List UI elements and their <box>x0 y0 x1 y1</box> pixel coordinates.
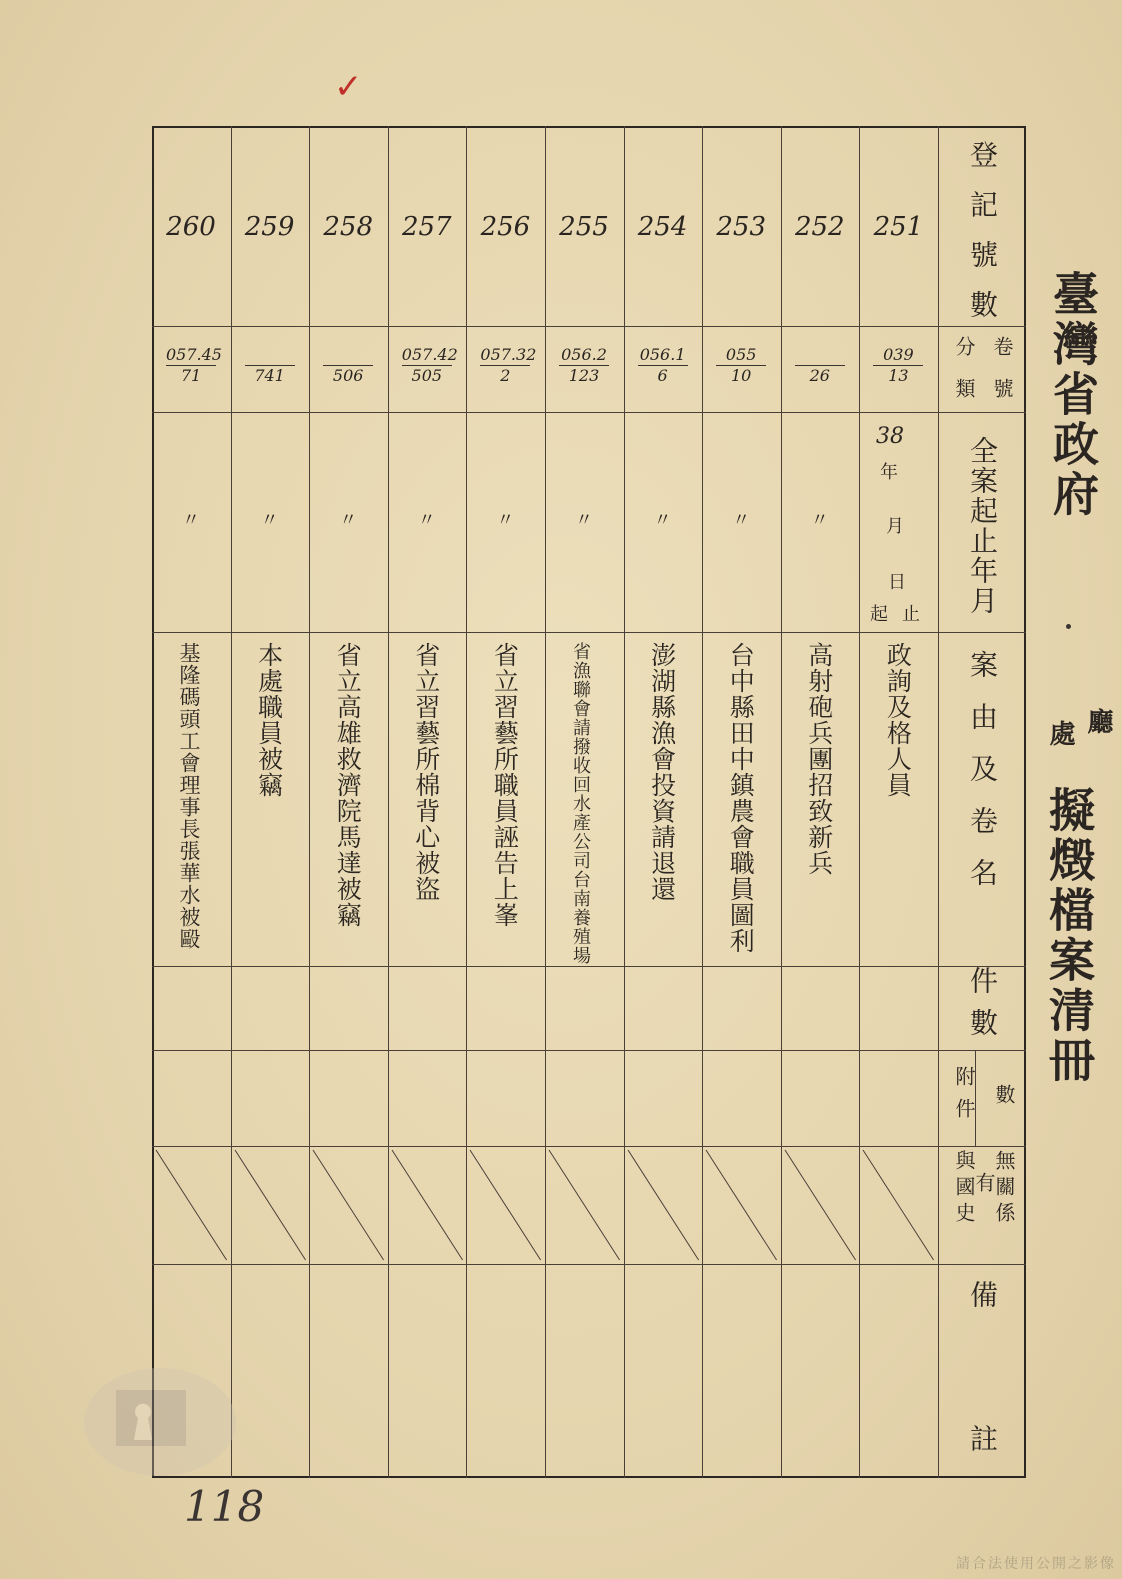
date-year-label: 年 <box>880 462 898 483</box>
header-date-range: 全案起止年月 <box>966 436 999 616</box>
ditto-mark: 〃 <box>182 510 200 531</box>
classification-number <box>545 346 623 385</box>
dept-label-chu: 處 <box>1045 720 1075 746</box>
ditto-mark: 〃 <box>339 510 358 531</box>
header-attach-fujian: 附件 <box>952 1066 976 1130</box>
column-separator <box>231 126 232 1478</box>
case-subject: 台中縣田中鎮農會職員圖利 <box>726 642 756 954</box>
header-remarks-zhu: 註 <box>966 1424 999 1452</box>
case-subject: 省立習藝所職員誣告上峯 <box>490 642 520 928</box>
list-title: 擬燬檔案清冊 <box>1042 786 1096 1086</box>
header-attach-shu: 數 <box>992 1084 1016 1104</box>
classification-top: 056.1 <box>638 346 688 366</box>
header-reg-no: 登記號數 <box>966 140 999 340</box>
header-subject: 案由及卷名 <box>966 650 999 910</box>
ditto-mark: 〃 <box>810 510 829 531</box>
header-count: 件數 <box>966 966 999 1050</box>
row-separator <box>152 412 1026 413</box>
classification-top: 055 <box>716 346 766 366</box>
classification-number <box>231 346 309 385</box>
classification-top: 039 <box>873 346 923 366</box>
classification-top: 057.42 <box>401 345 458 364</box>
date-end-label: 止 <box>902 604 920 625</box>
red-check-mark-icon: ✓ <box>334 67 363 107</box>
classification-top: 057.32 <box>480 345 537 364</box>
classification-top <box>323 346 373 366</box>
classification-bottom: 123 <box>568 366 600 385</box>
diagonal-slash-mark <box>152 1146 231 1264</box>
column-separator <box>624 126 625 1478</box>
classification-bottom: 505 <box>411 366 443 385</box>
diagonal-slash-mark <box>781 1146 860 1264</box>
header-column-border <box>938 126 939 1478</box>
row-separator <box>152 1050 1026 1051</box>
column-separator <box>859 126 860 1478</box>
case-subject: 省立高雄救濟院馬達被竊 <box>333 642 363 928</box>
date-start-label: 起 <box>870 604 888 625</box>
ditto-mark: 〃 <box>417 510 436 531</box>
usage-notice: 請合法使用公開之影像 <box>956 1556 1116 1572</box>
reg-number: 252 <box>794 212 845 242</box>
case-subject: 政詢及格人員 <box>883 642 913 798</box>
classification-bottom: 13 <box>888 366 909 385</box>
ditto-mark: 〃 <box>732 510 751 531</box>
date-month-label: 月 <box>886 516 904 537</box>
classification-number <box>309 346 387 385</box>
column-separator <box>545 126 546 1478</box>
reg-number: 260 <box>166 212 216 242</box>
classification-bottom: 741 <box>254 366 285 385</box>
header-class-fen: 分 <box>952 336 976 356</box>
ditto-mark: 〃 <box>653 510 672 531</box>
column-separator <box>309 126 310 1478</box>
reg-number: 256 <box>480 212 531 242</box>
case-subject: 澎湖縣漁會投資請退還 <box>647 642 677 902</box>
page-number: 118 <box>184 1482 265 1531</box>
classification-bottom: 71 <box>180 366 202 385</box>
classification-number <box>702 346 780 385</box>
title-dot <box>1066 624 1071 629</box>
case-subject: 省漁聯會請撥收回水產公司台南養殖場 <box>570 642 591 965</box>
ditto-mark: 〃 <box>575 510 593 531</box>
case-subject: 高射砲兵團招致新兵 <box>804 642 834 876</box>
archive-stamp-icon <box>80 1360 240 1480</box>
header-relation-you: 有 <box>972 1172 996 1192</box>
reg-number: 255 <box>559 212 609 242</box>
row-separator <box>152 966 1026 967</box>
classification-bottom: 6 <box>657 366 668 385</box>
diagonal-slash-mark <box>309 1146 388 1264</box>
diagonal-slash-mark <box>624 1146 703 1264</box>
classification-number <box>152 346 230 385</box>
header-remarks-bei: 備 <box>966 1280 999 1308</box>
reg-number: 254 <box>637 212 688 242</box>
diagonal-slash-mark <box>702 1146 781 1264</box>
column-separator <box>388 126 389 1478</box>
classification-top: 056.2 <box>559 346 609 366</box>
diagonal-slash-mark <box>545 1146 624 1264</box>
reg-number: 258 <box>323 212 373 242</box>
header-relation-guoshi: 與國史 <box>952 1150 976 1228</box>
header-class-lei: 類 <box>952 378 976 398</box>
header-relation-wu: 無關係 <box>992 1150 1016 1228</box>
classification-number <box>859 346 937 385</box>
header-class-juan: 卷 <box>990 336 1014 356</box>
diagonal-slash-mark <box>859 1146 938 1264</box>
classification-number <box>388 346 466 385</box>
date-year-value: 38 <box>876 424 904 449</box>
case-subject: 省立習藝所棉背心被盜 <box>411 642 441 902</box>
diagonal-slash-mark <box>466 1146 545 1264</box>
government-title: 臺灣省政府 <box>1046 270 1100 520</box>
classification-number <box>624 346 702 385</box>
classification-bottom: 2 <box>500 366 511 385</box>
case-subject: 本處職員被竊 <box>254 642 284 798</box>
header-class-hao: 號 <box>990 378 1014 398</box>
dept-label-ting: 廳 <box>1083 708 1113 734</box>
diagonal-slash-mark <box>388 1146 467 1264</box>
classification-number <box>781 346 859 385</box>
reg-number: 259 <box>244 212 295 242</box>
reg-number: 253 <box>716 212 766 242</box>
row-separator <box>152 632 1026 633</box>
column-separator <box>702 126 703 1478</box>
reg-number: 257 <box>401 212 452 242</box>
ditto-mark: 〃 <box>260 510 279 531</box>
classification-bottom: 506 <box>332 366 364 385</box>
column-separator <box>781 126 782 1478</box>
reg-number: 251 <box>873 212 924 242</box>
classification-top <box>795 346 845 366</box>
classification-number <box>466 346 544 385</box>
classification-bottom: 10 <box>731 366 752 385</box>
row-separator <box>152 1264 1026 1265</box>
ditto-mark: 〃 <box>496 510 515 531</box>
classification-top: 057.45 <box>166 345 222 364</box>
column-separator <box>466 126 467 1478</box>
diagonal-slash-mark <box>231 1146 310 1264</box>
case-subject: 基隆碼頭工會理事長張華水被毆 <box>177 642 201 950</box>
row-separator <box>152 326 1026 327</box>
classification-bottom: 26 <box>809 366 830 385</box>
classification-top <box>245 346 295 366</box>
date-day-label: 日 <box>888 572 906 593</box>
